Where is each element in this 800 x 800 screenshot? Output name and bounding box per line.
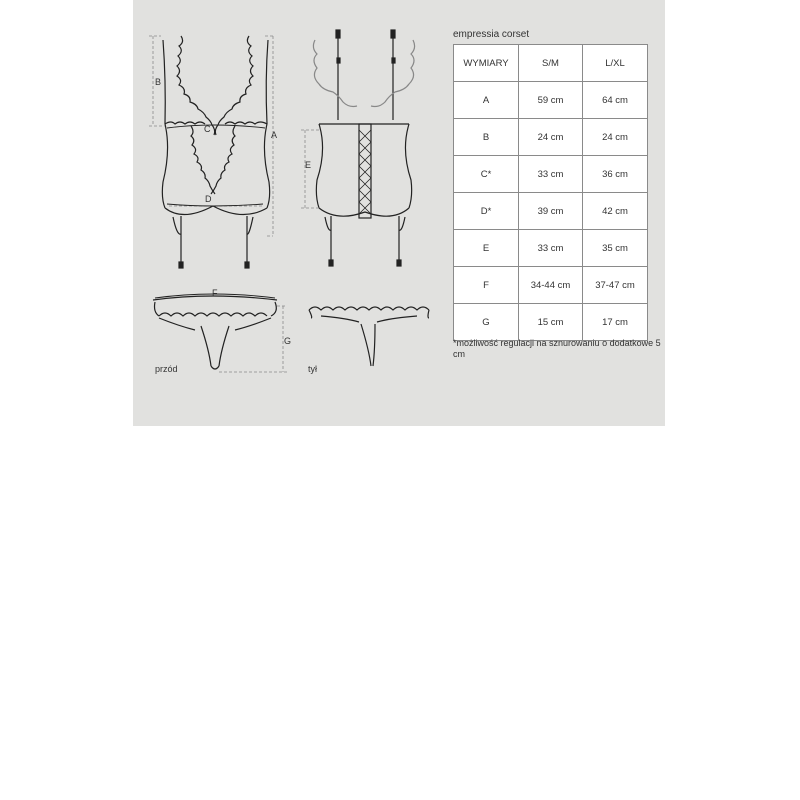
back-corset-drawing <box>313 30 414 266</box>
row-label: G <box>454 304 519 341</box>
table-header-row <box>454 45 648 82</box>
row-label: F <box>454 267 519 304</box>
label-f: F <box>212 288 218 298</box>
row-value-lxl: 24 cm <box>583 119 648 156</box>
row-label: C* <box>454 156 519 193</box>
row-value-sm: 59 cm <box>519 82 583 119</box>
label-b: B <box>155 77 162 87</box>
product-title: empressia corset <box>453 29 530 40</box>
label-d: D <box>205 194 212 204</box>
size-chart-panel <box>133 0 665 426</box>
table-row <box>454 267 648 304</box>
row-value-lxl: 64 cm <box>583 82 648 119</box>
row-value-sm: 33 cm <box>519 156 583 193</box>
row-value-sm: 33 cm <box>519 230 583 267</box>
row-value-lxl: 36 cm <box>583 156 648 193</box>
label-g: G <box>284 336 292 346</box>
row-label: B <box>454 119 519 156</box>
row-label: A <box>454 82 519 119</box>
row-value-lxl: 17 cm <box>583 304 648 341</box>
row-value-lxl: 42 cm <box>583 193 648 230</box>
row-label: D* <box>454 193 519 230</box>
table-row <box>454 304 648 341</box>
row-value-sm: 39 cm <box>519 193 583 230</box>
table-row <box>454 230 648 267</box>
row-value-lxl: 37-47 cm <box>583 267 648 304</box>
table-row <box>454 193 648 230</box>
thong-dimension-lines <box>219 306 287 372</box>
header-dimensions: WYMIARY <box>454 45 519 82</box>
header-size-lxl: L/XL <box>583 45 648 82</box>
front-corset-drawing <box>162 36 269 268</box>
table-row <box>454 156 648 193</box>
row-label: E <box>454 230 519 267</box>
row-value-sm: 15 cm <box>519 304 583 341</box>
header-size-sm: S/M <box>519 45 583 82</box>
row-value-sm: 24 cm <box>519 119 583 156</box>
back-thong-drawing <box>309 307 429 366</box>
size-table <box>453 44 648 341</box>
front-dimension-solid <box>167 125 265 206</box>
table-row <box>454 119 648 156</box>
label-e: E <box>305 160 312 170</box>
footnote: *możliwość regulacji na sznurowaniu o dodatkowe 5 cm <box>453 338 661 359</box>
front-thong-drawing <box>153 296 277 369</box>
table-row <box>454 82 648 119</box>
label-front: przód <box>155 364 178 374</box>
label-a: A <box>271 130 278 140</box>
row-value-sm: 34-44 cm <box>519 267 583 304</box>
label-c: C <box>204 124 211 134</box>
label-back: tył <box>308 364 317 374</box>
row-value-lxl: 35 cm <box>583 230 648 267</box>
